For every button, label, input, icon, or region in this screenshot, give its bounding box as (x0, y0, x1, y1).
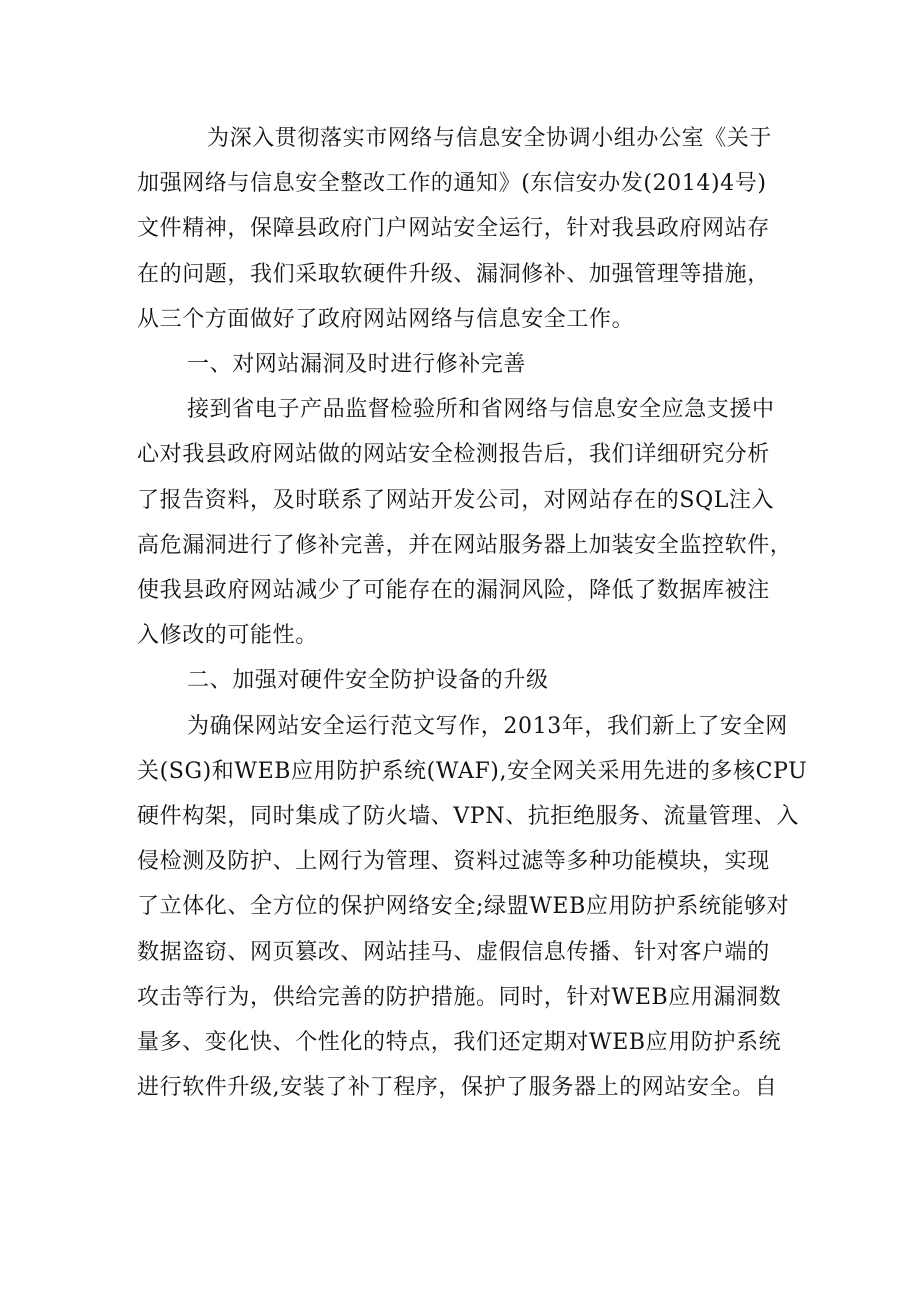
text-line: 侵检测及防护、上网行为管理、资料过滤等多种功能模块，实现 (137, 849, 770, 875)
text-line: 入修改的可能性。 (137, 623, 318, 649)
text-line: 数据盗窃、网页篡改、网站挂马、虚假信息传播、针对客户端的 (137, 939, 770, 965)
text-line: 关(SG)和WEB应用防护系统(WAF),安全网关采用先进的多核CPU (137, 758, 808, 784)
text-line: 文件精神，保障县政府门户网站安全运行，针对我县政府网站存 (137, 216, 770, 242)
text-line: 硬件构架，同时集成了防火墙、VPN、抗拒绝服务、流量管理、入 (137, 804, 799, 830)
text-line: 为确保网站安全运行范文写作，2013年，我们新上了安全网 (187, 713, 788, 739)
text-line: 使我县政府网站减少了可能存在的漏洞风险，降低了数据库被注 (137, 578, 770, 604)
text-line: 攻击等行为，供给完善的防护措施。同时，针对WEB应用漏洞数 (137, 984, 782, 1010)
text-line: 量多、变化快、个性化的特点，我们还定期对WEB应用防护系统 (137, 1030, 782, 1056)
text-line: 加强网络与信息安全整改工作的通知》(东信安办发(2014)4号) (137, 171, 767, 197)
text-line: 在的问题，我们采取软硬件升级、漏洞修补、加强管理等措施， (137, 261, 770, 287)
text-line: 进行软件升级,安装了补丁程序，保护了服务器上的网站安全。自 (137, 1075, 778, 1101)
document-body (137, 116, 808, 1110)
section-heading-1: 一、对网站漏洞及时进行修补完善 (187, 352, 527, 378)
text-line: 从三个方面做好了政府网站网络与信息安全工作。 (137, 306, 635, 332)
text-line: 高危漏洞进行了修补完善，并在网站服务器上加装安全监控软件， (137, 532, 793, 558)
text-line: 为深入贯彻落实市网络与信息安全协调小组办公室《关于 (207, 126, 773, 151)
text-line: 接到省电子产品监督检验所和省网络与信息安全应急支援中 (187, 397, 775, 423)
text-line: 心对我县政府网站做的网站安全检测报告后，我们详细研究分析 (137, 442, 770, 468)
text-line: 了立体化、全方位的保护网络安全;绿盟WEB应用防护系统能够对 (137, 894, 790, 920)
section-heading-2: 二、加强对硬件安全防护设备的升级 (187, 668, 549, 694)
text-line: 了报告资料，及时联系了网站开发公司，对网站存在的SQL注入 (137, 487, 775, 513)
